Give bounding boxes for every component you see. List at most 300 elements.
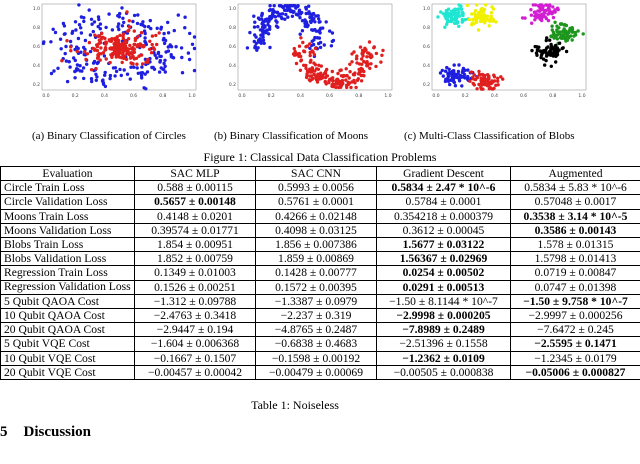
scatter-point: [159, 27, 162, 30]
scatter-point: [302, 49, 305, 52]
scatter-point: [111, 28, 114, 31]
scatter-point: [141, 71, 144, 74]
scatter-point: [561, 30, 564, 33]
scatter-point: [355, 54, 358, 57]
scatter-point: [477, 70, 480, 73]
scatter-point: [141, 20, 144, 23]
y-tick-label: 0.2: [422, 83, 430, 88]
scatter-point: [96, 35, 99, 38]
scatter-point: [116, 14, 119, 17]
scatter-point: [136, 22, 139, 25]
scatter-point: [470, 23, 473, 26]
scatter-point: [373, 45, 376, 48]
scatter-point: [324, 76, 327, 79]
scatter-point: [561, 47, 564, 50]
scatter-point: [73, 70, 76, 73]
table-cell: −2.5595 ± 0.1471: [511, 337, 640, 351]
scatter-point: [173, 29, 176, 32]
header-sac-mlp: SAC MLP: [135, 167, 256, 181]
table-row: [1, 181, 640, 195]
scatter-point: [541, 7, 544, 10]
scatter-point: [552, 33, 555, 36]
x-tick-label: 0.2: [267, 94, 275, 99]
scatter-point: [82, 20, 85, 23]
scatter-point: [490, 15, 493, 18]
scatter-point: [324, 70, 327, 73]
scatter-point: [462, 67, 465, 70]
table-row: [1, 238, 640, 252]
scatter-point: [283, 18, 286, 21]
scatter-point: [369, 62, 372, 65]
scatter-point: [193, 35, 196, 38]
scatter-point: [472, 82, 475, 85]
scatter-point: [115, 49, 118, 52]
x-tick-label: 0.8: [355, 94, 363, 99]
scatter-point: [118, 45, 121, 48]
scatter-point: [54, 31, 57, 34]
scatter-point: [295, 13, 298, 16]
scatter-point: [318, 36, 321, 39]
scatter-point: [84, 39, 87, 42]
scatter-point: [475, 87, 478, 90]
scatter-point: [354, 86, 357, 89]
table-row: [1, 266, 640, 280]
x-tick-label: 0.4: [490, 94, 498, 99]
scatter-point: [246, 46, 249, 49]
scatter-point: [452, 8, 455, 11]
scatter-point: [582, 32, 585, 35]
scatter-point: [348, 70, 351, 73]
scatter-point: [305, 76, 308, 79]
scatter-point: [268, 9, 271, 12]
scatter-point: [133, 29, 136, 32]
scatter-point: [263, 25, 266, 28]
scatter-point: [180, 46, 183, 49]
x-tick-label: 0.0: [42, 94, 50, 99]
scatter-point: [445, 23, 448, 26]
scatter-point: [166, 21, 169, 24]
table-cell: 1.856 ± 0.007386: [256, 238, 377, 252]
scatter-point: [307, 5, 310, 8]
scatter-point: [331, 82, 334, 85]
scatter-point: [118, 68, 121, 71]
scatter-point: [558, 42, 561, 45]
scatter-point: [63, 32, 66, 35]
scatter-point: [304, 6, 307, 9]
scatter-point: [552, 16, 555, 19]
table-row: [1, 252, 640, 266]
scatter-point: [92, 30, 95, 33]
scatter-point: [141, 23, 144, 26]
scatter-point: [557, 26, 560, 29]
scatter-point: [115, 38, 118, 41]
y-tick-label: 0.4: [422, 64, 430, 69]
scatter-point: [88, 8, 91, 11]
scatter-point: [479, 86, 482, 89]
scatter-point: [530, 14, 533, 17]
scatter-point: [345, 86, 348, 89]
blobs-scatter-plot: [420, 0, 590, 112]
scatter-point: [291, 15, 294, 18]
scatter-point: [141, 62, 144, 65]
table-cell: −0.1667 ± 0.1507: [135, 351, 256, 365]
table-row: [1, 351, 640, 365]
x-tick-label: 0.6: [130, 94, 138, 99]
scatter-point: [311, 40, 314, 43]
scatter-point: [496, 80, 499, 83]
scatter-point: [163, 59, 166, 62]
table-cell: 0.5834 ± 2.47 * 10^-6: [377, 181, 511, 195]
scatter-point: [313, 20, 316, 23]
scatter-point: [97, 42, 100, 45]
blobs-scatter-panel: [420, 0, 590, 112]
scatter-point: [136, 13, 139, 16]
scatter-point: [565, 50, 568, 53]
header-evaluation: Evaluation: [1, 167, 135, 181]
table-cell: 0.588 ± 0.00115: [135, 181, 256, 195]
table-cell: 1.5677 ± 0.03122: [377, 238, 511, 252]
scatter-point: [544, 49, 547, 52]
scatter-point: [299, 33, 302, 36]
scatter-point: [496, 77, 499, 80]
scatter-point: [94, 73, 97, 76]
scatter-point: [358, 71, 361, 74]
subfigure-caption-circles: (a) Binary Classification of Circles: [32, 130, 186, 142]
table-cell: −2.51396 ± 0.1558: [377, 337, 511, 351]
table-cell: 1.859 ± 0.00869: [256, 252, 377, 266]
scatter-point: [148, 40, 151, 43]
subfigure-caption-blobs: (c) Multi-Class Classification of Blobs: [404, 130, 575, 142]
scatter-point: [156, 27, 159, 30]
scatter-point: [141, 44, 144, 47]
scatter-point: [132, 55, 135, 58]
scatter-point: [77, 47, 80, 50]
table-cell: −2.9997 ± 0.000256: [511, 309, 640, 323]
scatter-point: [331, 31, 334, 34]
y-tick-label: 0.8: [228, 26, 236, 31]
scatter-point: [453, 63, 456, 66]
circles-scatter-panel: [30, 0, 200, 112]
row-label: Blobs Train Loss: [1, 238, 135, 252]
scatter-point: [65, 59, 68, 62]
scatter-point: [152, 46, 155, 49]
scatter-point: [471, 76, 474, 79]
scatter-point: [330, 44, 333, 47]
scatter-point: [483, 75, 486, 78]
scatter-point: [441, 69, 444, 72]
scatter-point: [90, 68, 93, 71]
scatter-point: [563, 37, 566, 40]
table-cell: −1.2345 ± 0.0179: [511, 351, 640, 365]
section-title: Discussion: [23, 424, 92, 440]
table-body: [1, 181, 640, 380]
scatter-point: [103, 37, 106, 40]
scatter-point: [104, 43, 107, 46]
scatter-point: [97, 15, 100, 18]
x-tick-label: 0.4: [100, 94, 108, 99]
scatter-point: [137, 55, 140, 58]
scatter-point: [188, 58, 191, 61]
scatter-point: [446, 18, 449, 21]
scatter-point: [466, 4, 469, 7]
scatter-point: [68, 65, 71, 68]
scatter-point: [264, 31, 267, 34]
scatter-point: [309, 54, 312, 57]
table-row: [1, 209, 640, 223]
scatter-point: [157, 51, 160, 54]
scatter-point: [253, 25, 256, 28]
scatter-point: [52, 69, 55, 72]
scatter-point: [132, 43, 135, 46]
scatter-point: [362, 74, 365, 77]
scatter-point: [305, 21, 308, 24]
scatter-point: [545, 9, 548, 12]
scatter-point: [298, 9, 301, 12]
scatter-point: [82, 66, 85, 69]
scatter-point: [349, 86, 352, 89]
y-tick-label: 0.2: [32, 83, 40, 88]
scatter-point: [164, 70, 167, 73]
scatter-point: [463, 73, 466, 76]
scatter-point: [253, 33, 256, 36]
scatter-point: [481, 73, 484, 76]
table-cell: −0.00479 ± 0.00069: [256, 365, 377, 379]
scatter-point: [174, 45, 177, 48]
scatter-point: [116, 25, 119, 28]
row-label: Moons Train Loss: [1, 209, 135, 223]
scatter-point: [302, 64, 305, 67]
scatter-point: [366, 63, 369, 66]
x-tick-label: 0.2: [71, 94, 79, 99]
scatter-point: [146, 70, 149, 73]
scatter-point: [550, 65, 553, 68]
scatter-point: [345, 67, 348, 70]
scatter-point: [164, 39, 167, 42]
scatter-point: [121, 24, 124, 27]
scatter-point: [66, 80, 69, 83]
scatter-point: [271, 13, 274, 16]
scatter-point: [109, 53, 112, 56]
scatter-point: [99, 58, 102, 61]
table-row: [1, 280, 640, 294]
scatter-point: [305, 12, 308, 15]
scatter-point: [253, 40, 256, 43]
scatter-point: [549, 54, 552, 57]
scatter-point: [470, 70, 473, 73]
scatter-point: [286, 16, 289, 19]
scatter-point: [448, 15, 451, 18]
scatter-point: [313, 53, 316, 56]
scatter-point: [126, 47, 129, 50]
scatter-point: [140, 65, 143, 68]
scatter-point: [167, 49, 170, 52]
scatter-point: [480, 16, 483, 19]
scatter-point: [533, 18, 536, 21]
scatter-point: [99, 22, 102, 25]
scatter-point: [295, 62, 298, 65]
scatter-point: [374, 65, 377, 68]
scatter-point: [300, 58, 303, 61]
scatter-point: [484, 3, 487, 6]
scatter-point: [93, 34, 96, 37]
scatter-point: [49, 40, 52, 43]
scatter-point: [128, 44, 131, 47]
x-tick-label: 0.8: [549, 94, 557, 99]
scatter-point: [268, 28, 271, 31]
scatter-point: [358, 62, 361, 65]
scatter-point: [134, 39, 137, 42]
scatter-point: [96, 45, 99, 48]
scatter-point: [103, 48, 106, 51]
scatter-point: [451, 77, 454, 80]
scatter-point: [478, 73, 481, 76]
scatter-point: [158, 31, 161, 34]
scatter-point: [318, 30, 321, 33]
scatter-point: [136, 45, 139, 48]
scatter-point: [456, 12, 459, 15]
scatter-point: [263, 42, 266, 45]
table-cell: −2.4763 ± 0.3418: [135, 309, 256, 323]
scatter-point: [151, 34, 154, 37]
scatter-point: [530, 22, 533, 25]
scatter-point: [545, 54, 548, 57]
table-cell: 0.4098 ± 0.03125: [256, 223, 377, 237]
scatter-point: [319, 46, 322, 49]
scatter-point: [490, 11, 493, 14]
scatter-point: [90, 18, 93, 21]
scatter-point: [353, 71, 356, 74]
scatter-point: [307, 12, 310, 15]
scatter-point: [555, 30, 558, 33]
scatter-point: [299, 36, 302, 39]
scatter-point: [540, 16, 543, 19]
scatter-point: [367, 52, 370, 55]
scatter-point: [304, 25, 307, 28]
scatter-point: [86, 52, 89, 55]
row-label: 20 Qubit QAOA Cost: [1, 323, 135, 337]
scatter-point: [365, 55, 368, 58]
scatter-point: [276, 26, 279, 29]
table-cell: −2.237 ± 0.319: [256, 309, 377, 323]
scatter-point: [292, 10, 295, 13]
section-number: 5: [0, 424, 8, 440]
scatter-point: [147, 25, 150, 28]
table-cell: 0.0291 ± 0.00513: [377, 280, 511, 294]
scatter-point: [169, 43, 172, 46]
scatter-point: [443, 26, 446, 29]
row-label: 10 Qubit VQE Cost: [1, 351, 135, 365]
scatter-point: [100, 37, 103, 40]
x-tick-label: 0.6: [520, 94, 528, 99]
scatter-point: [549, 43, 552, 46]
scatter-point: [453, 81, 456, 84]
y-tick-label: 0.6: [32, 45, 40, 50]
scatter-point: [69, 45, 72, 48]
scatter-point: [52, 28, 55, 31]
scatter-point: [148, 48, 151, 51]
scatter-point: [537, 46, 540, 49]
scatter-point: [548, 11, 551, 14]
table-cell: −0.1598 ± 0.00192: [256, 351, 377, 365]
scatter-point: [131, 62, 134, 65]
scatter-point: [332, 39, 335, 42]
scatter-point: [308, 78, 311, 81]
scatter-point: [331, 70, 334, 73]
scatter-point: [121, 17, 124, 20]
table-cell: −1.312 ± 0.09788: [135, 294, 256, 308]
table-cell: −0.05006 ± 0.000827: [511, 365, 640, 379]
scatter-point: [191, 43, 194, 46]
subfigure-caption-moons: (b) Binary Classification of Moons: [214, 130, 368, 142]
scatter-point: [149, 19, 152, 22]
scatter-point: [69, 40, 72, 43]
scatter-point: [104, 26, 107, 29]
scatter-point: [123, 43, 126, 46]
scatter-point: [446, 72, 449, 75]
scatter-point: [565, 24, 568, 27]
scatter-point: [274, 15, 277, 18]
scatter-point: [60, 47, 63, 50]
scatter-point: [42, 40, 45, 43]
scatter-point: [574, 31, 577, 34]
scatter-point: [162, 62, 165, 65]
scatter-point: [50, 72, 53, 75]
x-tick-label: 0.2: [461, 94, 469, 99]
y-tick-label: 1.0: [422, 7, 430, 12]
scatter-point: [114, 66, 117, 69]
scatter-point: [319, 41, 322, 44]
scatter-point: [68, 60, 71, 63]
scatter-point: [337, 80, 340, 83]
table-cell: 0.4266 ± 0.02148: [256, 209, 377, 223]
scatter-point: [108, 77, 111, 80]
scatter-point: [540, 54, 543, 57]
scatter-point: [450, 18, 453, 21]
scatter-point: [553, 21, 556, 24]
scatter-point: [83, 50, 86, 53]
scatter-point: [460, 8, 463, 11]
y-tick-label: 0.2: [228, 83, 236, 88]
scatter-point: [348, 63, 351, 66]
scatter-point: [257, 16, 260, 19]
scatter-point: [477, 83, 480, 86]
scatter-point: [461, 12, 464, 15]
scatter-point: [128, 25, 131, 28]
scatter-point: [59, 38, 62, 41]
table-cell: 0.57048 ± 0.0017: [511, 195, 640, 209]
y-tick-label: 0.8: [422, 26, 430, 31]
scatter-point: [486, 73, 489, 76]
scatter-point: [280, 16, 283, 19]
scatter-point: [256, 25, 259, 28]
scatter-point: [115, 70, 118, 73]
scatter-point: [315, 29, 318, 32]
scatter-point: [73, 76, 76, 79]
scatter-point: [78, 64, 81, 67]
scatter-point: [146, 61, 149, 64]
scatter-point: [487, 83, 490, 86]
scatter-point: [488, 87, 491, 90]
scatter-point: [319, 27, 322, 30]
table-cell: 0.1526 ± 0.00251: [135, 280, 256, 294]
scatter-point: [260, 17, 263, 20]
scatter-point: [490, 79, 493, 82]
scatter-point: [74, 59, 77, 62]
scatter-point: [137, 35, 140, 38]
scatter-point: [317, 17, 320, 20]
scatter-point: [460, 84, 463, 87]
table-cell: 0.5784 ± 0.0001: [377, 195, 511, 209]
